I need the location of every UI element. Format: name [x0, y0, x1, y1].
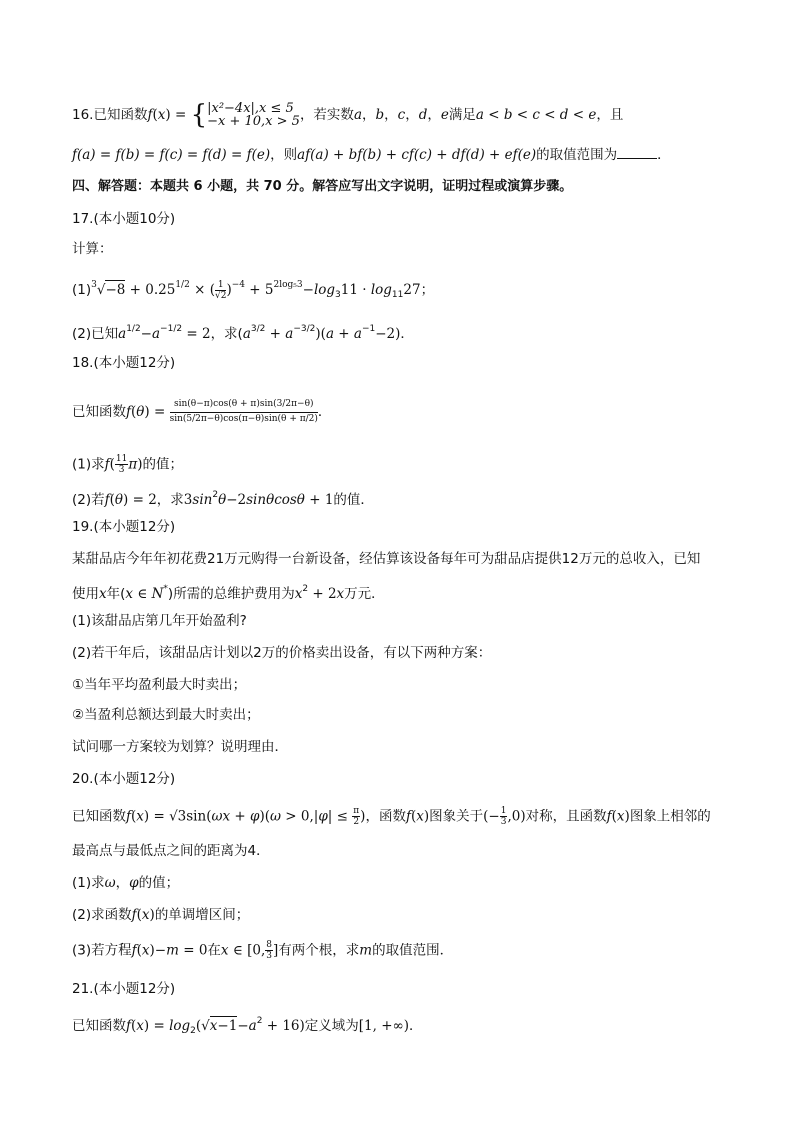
q16-line1: 16.已知函数f(x) = {|x²−4x|,x ≤ 5 −x + 10,x > 5，若实数a，b，c，d，e满足a < b < c < d < e，且: [72, 100, 624, 130]
q18-part1: (1)求f( $\frac{11}{3}$ π)的值；: [72, 454, 184, 475]
q19-question: 试问哪一方案较为划算？说明理由．: [72, 739, 288, 755]
q18-heading: 18.(本小题12分): [72, 355, 176, 371]
q17-part1: $(1)^3√-8 + 0.25^{1/2}$ × ( $\frac{1}{√2}$ )$^{-4} + 5^{2log_53}-\log_311 \cdot \log_{11}27$；: [72, 279, 435, 301]
q20-heading: 20.(本小题12分): [72, 771, 176, 787]
q20-part3: (3)若方程f(x)−m = 0在x ∈ [0, $\frac{8}{3}$ ]有两个根，求m的取值范围．: [72, 940, 454, 961]
q18-intro: 已知函数f(θ) = $\frac{\sin(\theta-\pi)\cos(\theta + \pi)\sin(3/2\pi-\theta)}{\sin(5/2\pi-\theta)\cos(\pi-\theta)\sin(\theta + \pi/2)}$ ．: [72, 399, 332, 424]
q16-line2: f(a) = f(b) = f(c) = f(d) = f(e)，则af(a) + bf(b) + cf(c) + df(d) + ef(e)的取值范围为 ．: [72, 147, 671, 163]
q19-line2: 使用x年(x ∈ N*)所需的总维护费用为$x^2 + 2x$万元．: [72, 584, 385, 602]
q18-part2: (2)若f(θ) = 2，求$3\sin^2\theta-2\sin\theta\cos\theta + 1$的值．: [72, 490, 374, 508]
q20-part2: (2)求函数f(x)的单调增区间；: [72, 907, 250, 923]
q20-part1: (1)求ω，φ的值；: [72, 875, 180, 891]
q19-heading: 19.(本小题12分): [72, 519, 176, 535]
q19-part2: (2)若干年后，该甜品店计划以2万的价格卖出设备，有以下两种方案：: [72, 645, 492, 661]
q19-option1: ①当年平均盈利最大时卖出；: [72, 677, 247, 693]
q20-line1: 已知函数f(x) = √3sin(ωx + φ)(ω > 0,|φ| ≤ $\frac{\pi}{2}$ )，函数f(x)图象关于(− $\frac{1}{3}$ ,0)对称，且函数f(x)图象上相邻的: [72, 806, 711, 827]
q19-option2: ②当盈利总额达到最大时卖出；: [72, 707, 260, 723]
q21-line1: 已知函数$f(x) = \log_2(√x-1-a^2 + 16)$定义域为[1, +∞)．: [72, 1016, 423, 1036]
q19-line1: 某甜品店今年年初花费21万元购得一台新设备，经估算该设备每年可为甜品店提供12万元的总收入，已知: [72, 551, 701, 567]
q19-part1: (1)该甜品店第几年开始盈利?: [72, 613, 247, 629]
q17-part2: (2)已知$a^{1/2}-a^{-1/2} = 2$，求$(a^{3/2} + a^{-3/2})(a + a^{-1}-2)$．: [72, 324, 414, 342]
answer-blank: [617, 146, 657, 159]
q17-heading: 17.(本小题10分): [72, 211, 176, 227]
q20-line2: 最高点与最低点之间的距离为4．: [72, 843, 270, 859]
section-4-heading: 四、解答题：本题共 6 小题，共 70 分。解答应写出文字说明，证明过程或演算步骤。: [72, 179, 573, 194]
q17-intro: 计算：: [72, 241, 113, 257]
q21-heading: 21.(本小题12分): [72, 981, 176, 997]
